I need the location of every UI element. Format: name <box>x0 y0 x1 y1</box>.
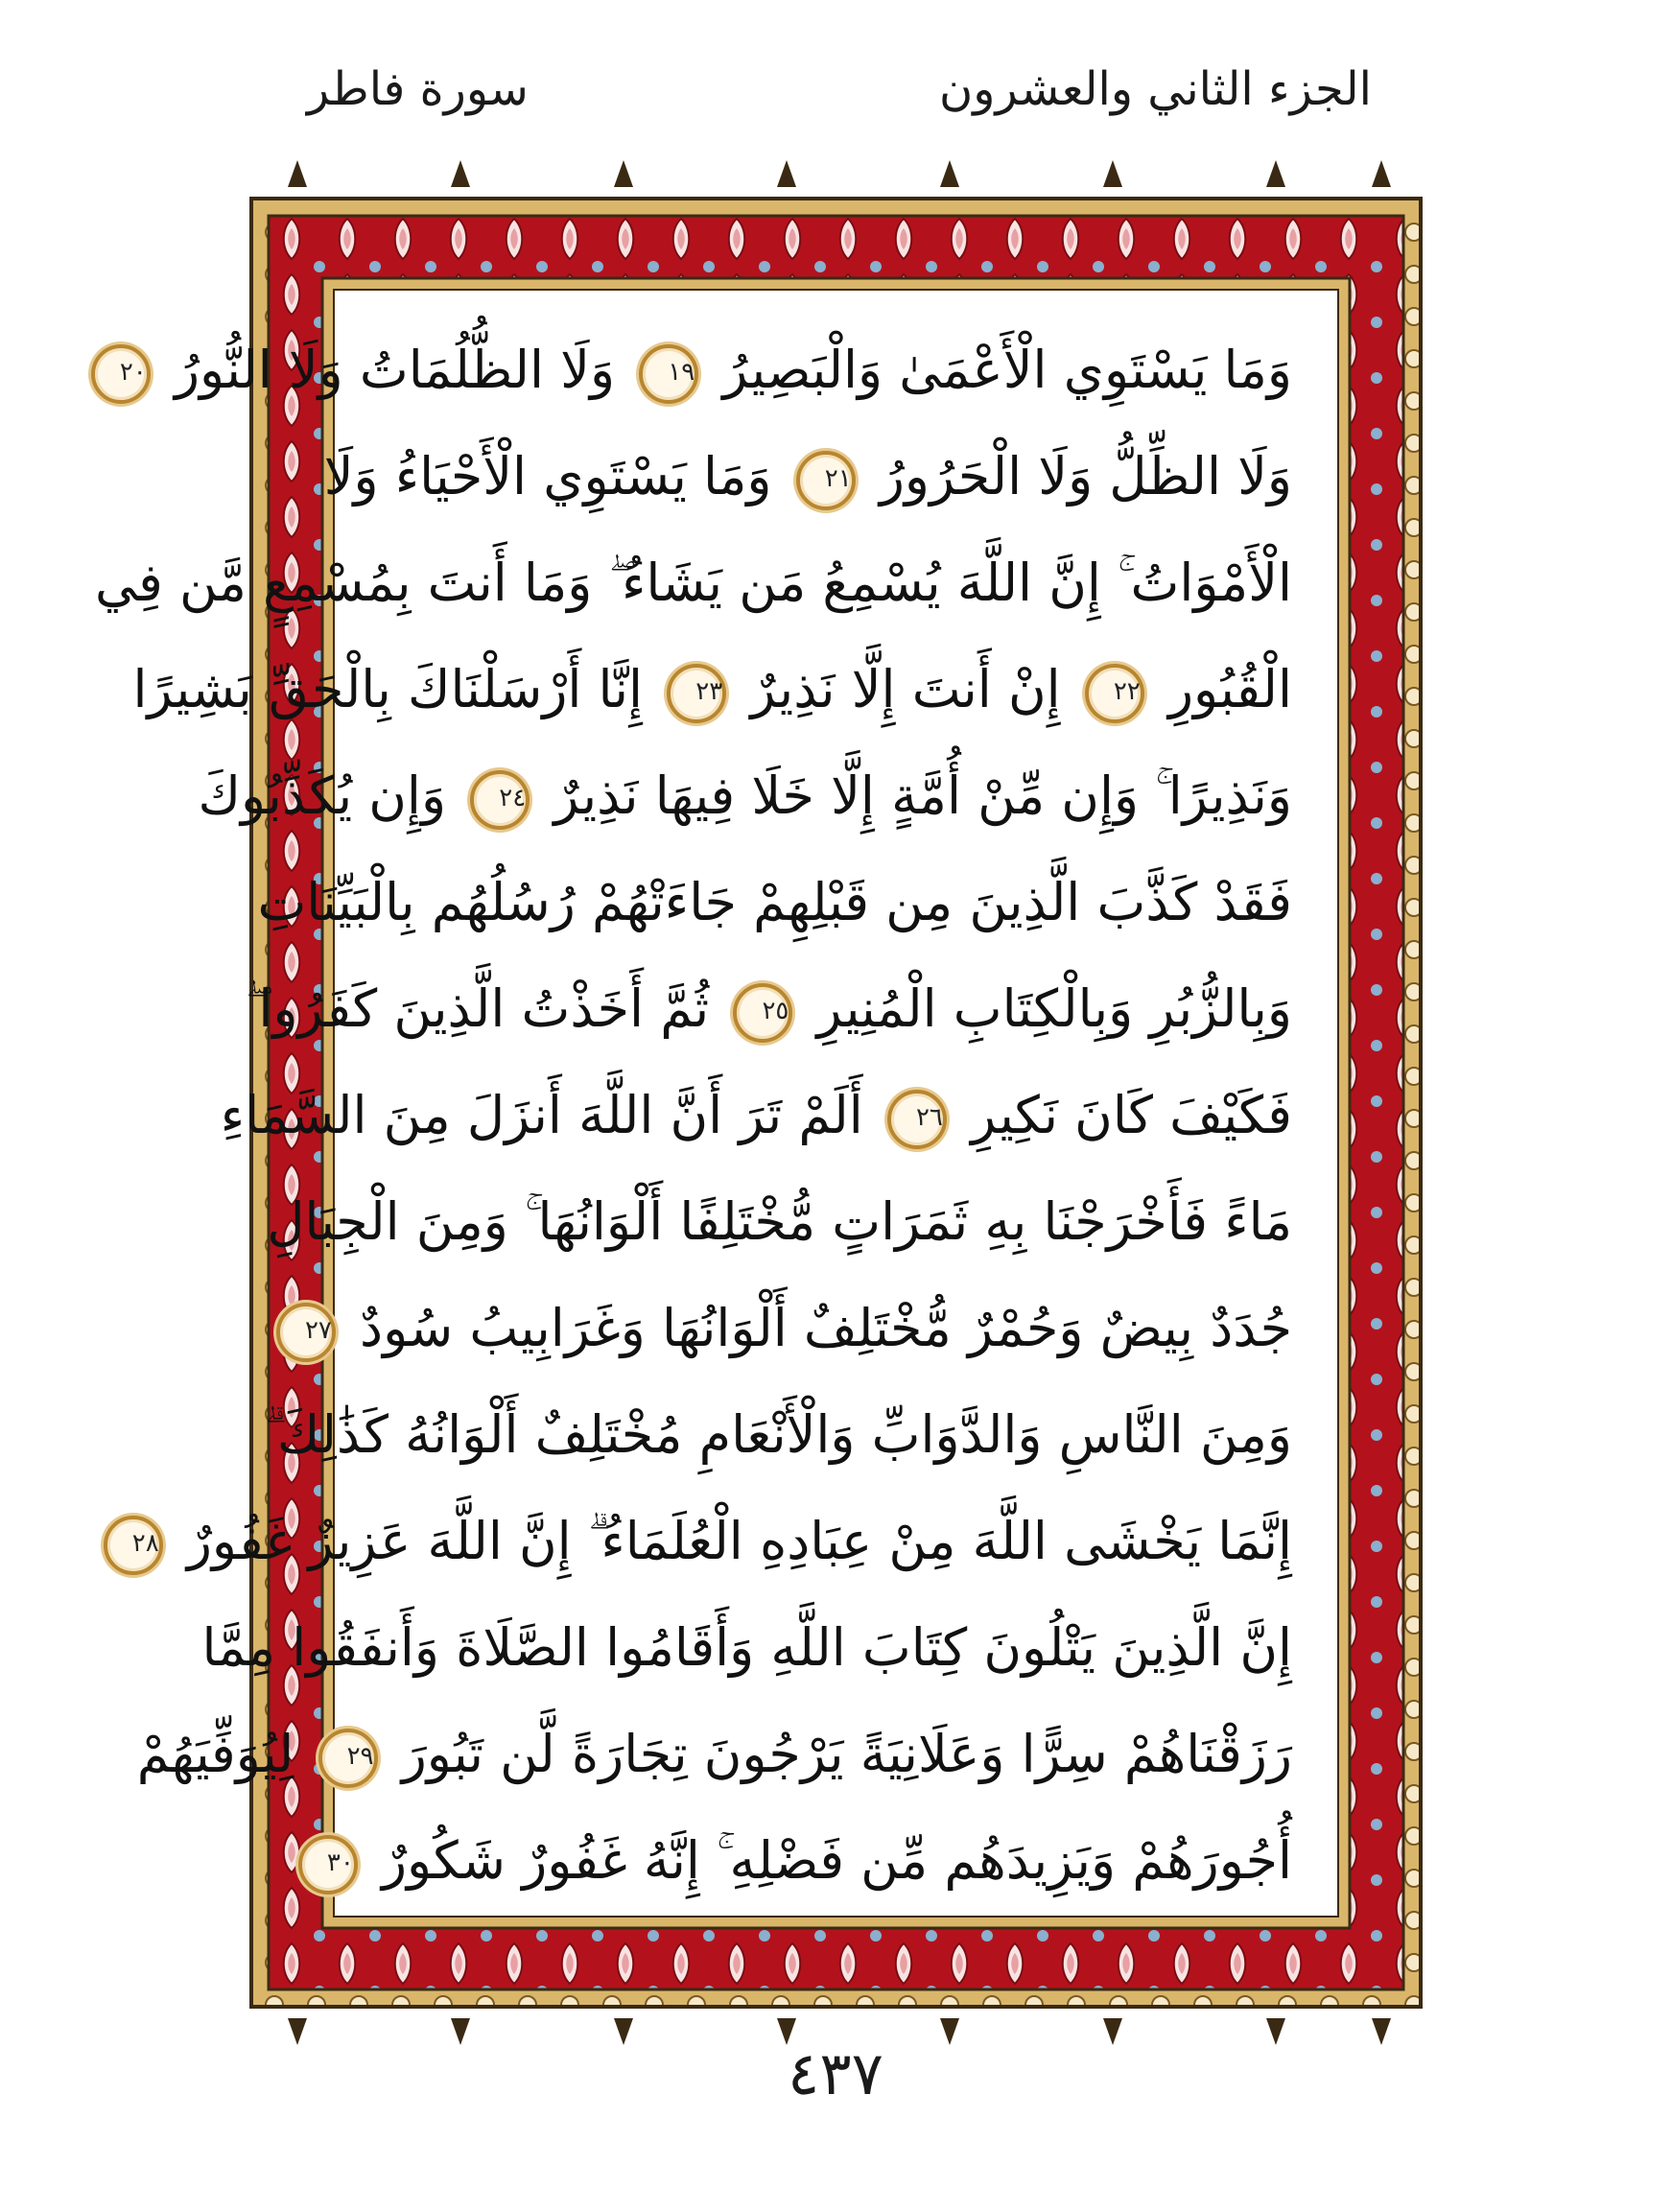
verse-text: مَاءً فَأَخْرَجْنَا بِهِ ثَمَرَاتٍ مُّخْتَلِفًا أَلْوَانُهَا ۚ وَمِنَ الْجِبَالِ <box>267 1191 1292 1252</box>
verse-lines <box>94 317 1292 1914</box>
ayah-number-icon: ٢٨ <box>104 1516 163 1575</box>
ayah-number-icon: ٢٣ <box>667 664 726 723</box>
verse-text: وَمَا يَسْتَوِي الْأَحْيَاءُ وَلَا <box>323 446 772 506</box>
page-number: ٤٣٧ <box>788 2038 883 2108</box>
juz-title: الجزء الثاني والعشرون <box>939 62 1372 116</box>
ayah-number-icon: ٢٠ <box>91 344 151 404</box>
verse-text: وَمِنَ النَّاسِ وَالدَّوَابِّ وَالْأَنْعَامِ مُخْتَلِفٌ أَلْوَانُهُ كَذَٰلِكَ ۗ <box>264 1404 1292 1465</box>
verse-text: فَكَيْفَ كَانَ نَكِيرِ <box>971 1085 1292 1145</box>
verse-text: وَمَا يَسْتَوِي الْأَعْمَىٰ وَالْبَصِيرُ <box>722 340 1292 400</box>
verse-text: وَبِالزُّبُرِ وَبِالْكِتَابِ الْمُنِيرِ <box>816 978 1292 1039</box>
ayah-number-icon: ٢٩ <box>318 1729 378 1788</box>
ayah-number-icon: ٢٥ <box>733 983 792 1043</box>
ayah-number-icon: ٢٢ <box>1085 664 1144 723</box>
ayah-number-icon: ٢١ <box>796 451 856 510</box>
verse-text: إِنْ أَنتَ إِلَّا نَذِيرٌ <box>750 659 1061 719</box>
ayah-number-icon: ١٩ <box>639 344 698 404</box>
quran-text-panel <box>94 297 1331 1909</box>
verse-line <box>267 1168 1292 1275</box>
verse-text: لِيُوَفِّيَهُمْ <box>136 1724 294 1784</box>
verse-text: ثُمَّ أَخَذْتُ الَّذِينَ كَفَرُوا ۖ <box>245 978 710 1039</box>
verse-text: أَلَمْ تَرَ أَنَّ اللَّهَ أَنزَلَ مِنَ السَّمَاءِ <box>220 1085 863 1145</box>
verse-text: إِنَّ الَّذِينَ يَتْلُونَ كِتَابَ اللَّهِ وَأَقَامُوا الصَّلَاةَ وَأَنفَقُوا مِمَّا <box>201 1617 1292 1678</box>
verse-text: الْقُبُورِ <box>1167 659 1292 719</box>
verse-line <box>131 1488 1292 1594</box>
verse-line <box>245 955 1292 1062</box>
verse-text: أُجُورَهُمْ وَيَزِيدَهُم مِّن فَضْلِهِ ۚ إِنَّهُ غَفُورٌ شَكُورٌ <box>381 1830 1292 1891</box>
verse-text: جُدَدٌ بِيضٌ وَحُمْرٌ مُّخْتَلِفٌ أَلْوَانُهَا وَغَرَابِيبُ سُودٌ <box>360 1298 1292 1358</box>
verse-text: وَنَذِيرًا ۚ وَإِن مِّنْ أُمَّةٍ إِلَّا خَلَا فِيهَا نَذِيرٌ <box>553 765 1292 826</box>
top-fleurons <box>288 160 1391 187</box>
ayah-number-icon: ٣٠ <box>298 1835 358 1894</box>
ayah-number-icon: ٢٧ <box>276 1303 336 1362</box>
verse-text: الْأَمْوَاتُ ۚ إِنَّ اللَّهَ يُسْمِعُ مَن يَشَاءُ ۖ وَمَا أَنتَ بِمُسْمِعٍ مَّن فِي <box>94 553 1292 613</box>
verse-line <box>119 317 1292 423</box>
verse-line <box>136 1701 1292 1807</box>
verse-line <box>264 1381 1292 1488</box>
verse-line <box>257 849 1292 955</box>
verse-text: إِنَّمَا يَخْشَى اللَّهَ مِنْ عِبَادِهِ الْعُلَمَاءُ ۗ إِنَّ اللَّهَ عَزِيزٌ غَفُورٌ <box>186 1511 1292 1571</box>
verse-line <box>94 529 1292 636</box>
verse-text: إِنَّا أَرْسَلْنَاكَ بِالْحَقِّ بَشِيرًا <box>132 659 644 719</box>
ayah-number-icon: ٢٤ <box>470 770 530 830</box>
verse-line <box>132 636 1292 742</box>
verse-line <box>198 742 1292 849</box>
verse-text: وَلَا الظِّلُّ وَلَا الْحَرُورُ <box>879 446 1292 506</box>
verse-line <box>304 1275 1292 1381</box>
verse-line <box>220 1062 1292 1168</box>
verse-text: فَقَدْ كَذَّبَ الَّذِينَ مِن قَبْلِهِمْ جَاءَتْهُمْ رُسُلُهُم بِالْبَيِّنَاتِ <box>257 872 1292 932</box>
ayah-number-icon: ٢٦ <box>887 1090 947 1149</box>
verse-line <box>201 1594 1292 1701</box>
verse-text: رَزَقْنَاهُمْ سِرًّا وَعَلَانِيَةً يَرْجُونَ تِجَارَةً لَّن تَبُورَ <box>401 1724 1292 1784</box>
verse-line <box>326 1807 1292 1914</box>
verse-text: وَإِن يُكَذِّبُوكَ <box>198 765 447 826</box>
verse-text: وَلَا الظُّلُمَاتُ وَلَا النُّورُ <box>174 340 616 400</box>
verse-line <box>323 423 1292 529</box>
surah-title: سورة فاطر <box>307 62 529 116</box>
